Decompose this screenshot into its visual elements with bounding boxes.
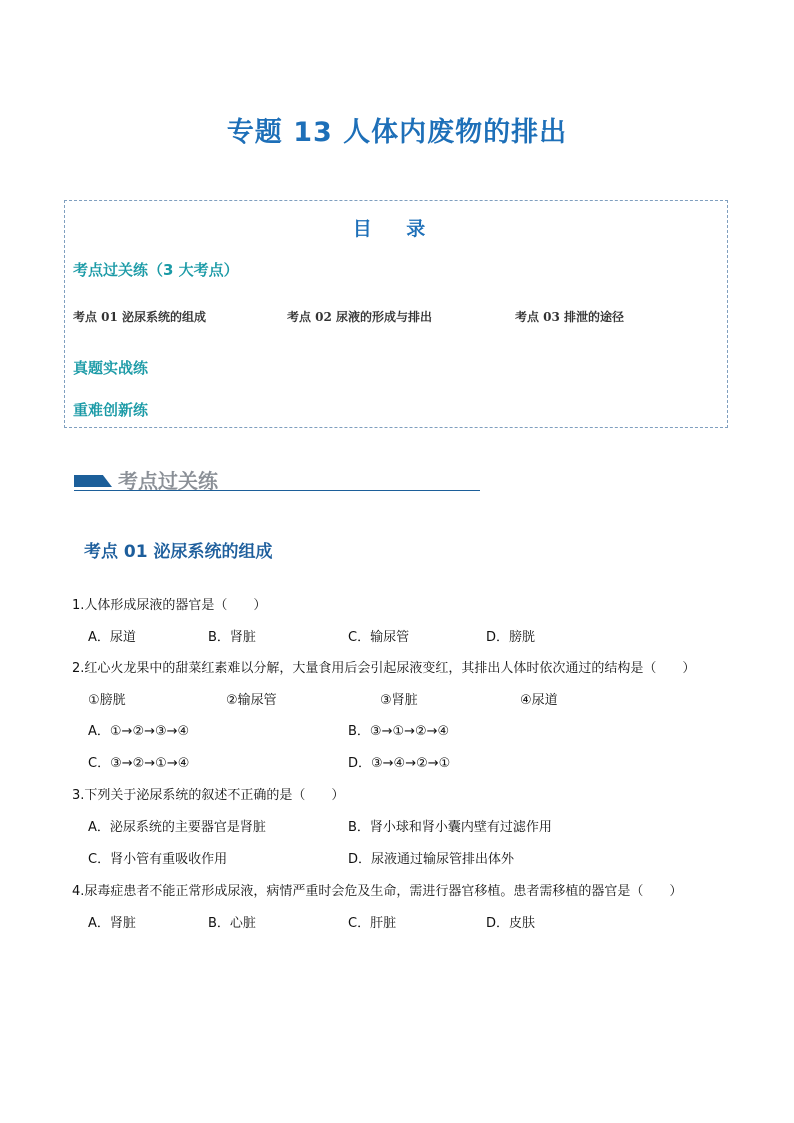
question-4-option-a: A．肾脏 (88, 916, 136, 931)
question-2-option-d: D．③→④→②→① (348, 756, 451, 771)
question-1-option-b: B．肾脏 (208, 630, 256, 645)
banner-underline (74, 490, 480, 491)
question-2-option-a: A．①→②→③→④ (88, 724, 190, 739)
question-4-option-c: C．肝脏 (348, 916, 397, 931)
question-2-option-c: C．③→②→①→④ (88, 756, 190, 771)
toc-heading: 目 录 (352, 218, 440, 240)
question-1-option-c: C．输尿管 (348, 630, 410, 645)
question-3-option-c: C．肾小管有重吸收作用 (88, 852, 228, 867)
toc-link-innovation-practice[interactable]: 重难创新练 (73, 401, 149, 419)
toc-link-real-exam-practice[interactable]: 真题实战练 (73, 359, 149, 377)
question-1-option-d: D．膀胱 (486, 630, 536, 645)
question-3-stem: 3.下列关于泌尿系统的叙述不正确的是（ ） (72, 788, 345, 803)
question-2-stem: 2.红心火龙果中的甜菜红素难以分解，大量食用后会引起尿液变红，其排出人体时依次通过的结构是（ ） (72, 661, 696, 676)
question-3-option-b: B．肾小球和肾小囊内壁有过滤作用 (348, 820, 552, 835)
question-2-item-4: ④尿道 (520, 693, 558, 708)
question-4-option-b: B．心脏 (208, 916, 256, 931)
question-4-stem: 4.尿毒症患者不能正常形成尿液，病情严重时会危及生命，需进行器官移植。患者需移植的器官是（ ） (72, 884, 683, 899)
toc-link-exam-point-practice[interactable]: 考点过关练（3 大考点） (73, 261, 239, 279)
banner-bar-icon (74, 475, 112, 487)
page-title: 专题 13 人体内废物的排出 (226, 117, 568, 148)
toc-link-exam-point-03[interactable]: 考点 03 排泄的途径 (515, 310, 625, 324)
banner-label: 考点过关练 (118, 469, 218, 493)
question-2-item-2: ②输尿管 (226, 693, 277, 708)
table-of-contents (64, 200, 728, 428)
question-2-item-3: ③肾脏 (380, 693, 418, 708)
section-banner (74, 463, 480, 493)
section-title: 考点 01 泌尿系统的组成 (84, 542, 273, 562)
question-3-option-a: A．泌尿系统的主要器官是肾脏 (88, 820, 266, 835)
question-2-option-b: B．③→①→②→④ (348, 724, 450, 739)
question-2-item-1: ①膀胱 (88, 693, 126, 708)
question-1-stem: 1.人体形成尿液的器官是（ ） (72, 598, 267, 613)
question-1-option-a: A．尿道 (88, 630, 136, 645)
toc-link-exam-point-01[interactable]: 考点 01 泌尿系统的组成 (73, 310, 207, 324)
question-4-option-d: D．皮肤 (486, 916, 536, 931)
question-3-option-d: D．尿液通过输尿管排出体外 (348, 852, 515, 867)
toc-link-exam-point-02[interactable]: 考点 02 尿液的形成与排出 (287, 310, 433, 324)
